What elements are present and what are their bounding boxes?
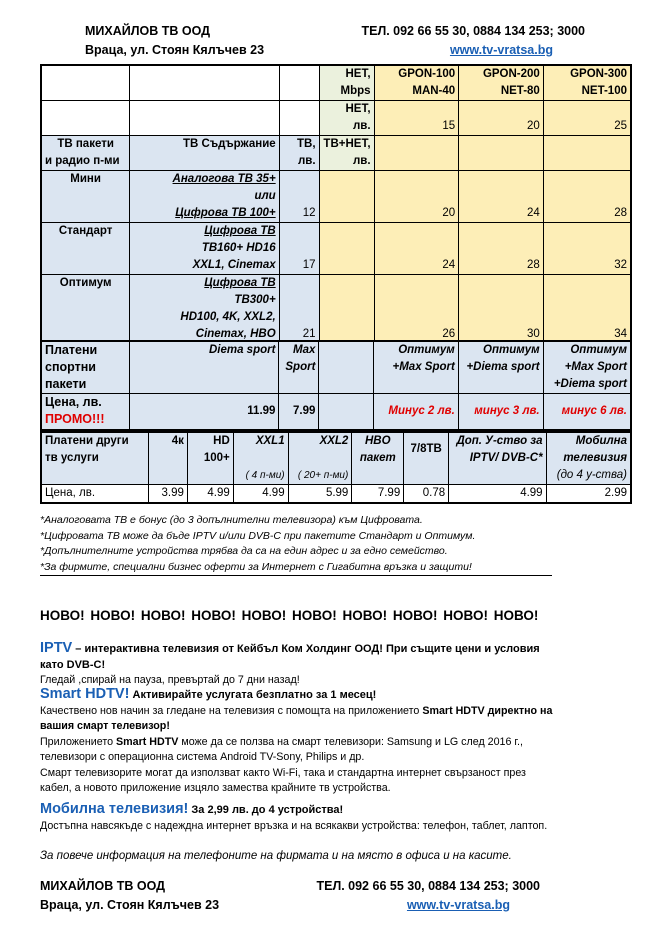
iptv-section [40, 641, 555, 689]
col-packs-header: ТВ пакети и радио п-ми [41, 136, 130, 171]
mobile-tv-header: Мобилна телевизия (до 4 у-ства) [546, 432, 631, 485]
footnote: *Цифровата ТВ може да бъде IPTV и/или DVB-C при пакетите Стандарт и Оптимум. [40, 529, 476, 542]
tvnet-price: 30 [459, 275, 544, 345]
tvnet-price: 32 [543, 223, 631, 275]
tv-price: 12 [279, 171, 319, 223]
info-line: За повече информация на телефоните на фирмата и на място в офиса и на касите. [40, 850, 512, 862]
net-mbps-header: НЕТ, Mbps [319, 65, 374, 101]
mobile-text: Достъпна навсякъде с надеждна интернет връзка и на всякакви устройства: телефон, таблет, лаптоп. [40, 819, 548, 832]
tvnet-price: 34 [543, 275, 631, 345]
diema-sport-header: Diema sport [130, 341, 279, 394]
sport-price-label: Цена, лв. ПРОМО!!! [41, 394, 130, 430]
tv-packages-table [40, 64, 632, 345]
optimum-diema-header: Оптимум +Diema sport [458, 341, 543, 394]
tvnet-price: 20 [374, 171, 459, 223]
package-name: Стандарт [41, 223, 130, 275]
mobile-title: Мобилна телевизия! [40, 801, 189, 817]
tv-price: 17 [279, 223, 319, 275]
iptv-title: IPTV [40, 640, 73, 656]
net-price: 20 [459, 101, 544, 136]
hbo-header: HBO пакет [352, 432, 404, 485]
price-cell: 0.78 [404, 485, 449, 504]
discount: Минус 2 лв. [374, 394, 459, 430]
smart-hdtv-section [40, 687, 555, 797]
package-content: Аналогова ТВ 35+ или Цифрова ТВ 100+ [130, 171, 279, 223]
col-tvnet-header: ТВ+НЕТ, лв. [319, 136, 374, 171]
tvnet-price: 26 [374, 275, 459, 345]
discount: минус 3 лв. [458, 394, 543, 430]
footer-website-link[interactable]: www.tv-vratsa.bg [406, 898, 510, 912]
smart-title: Smart HDTV! [40, 686, 130, 702]
price-cell: 2.99 [546, 485, 631, 504]
footnote: *Допълнителните устройства трябва да са на един адрес и за едно семейство. [40, 545, 448, 557]
footer-company: МИХАЙЛОВ ТВ ООД [40, 879, 166, 893]
tvnet-price: 28 [459, 223, 544, 275]
footnote: *За фирмите, специални бизнес оферти за Интернет с Гигабитна връзка и защити! [40, 560, 472, 573]
col-tv-header: ТВ, лв. [279, 136, 319, 171]
gpon-100-header: GPON-100 MAN-40 [374, 65, 459, 101]
table-row [41, 223, 631, 275]
tvnet-price: 28 [543, 171, 631, 223]
smart-paragraph-2: Приложението Smart HDTV може да се ползва на смарт телевизори: Samsung и LG след 2016 г., телевизори с операционна система Android TV-Sony, Philips и др. [40, 735, 523, 763]
net-price: 25 [543, 101, 631, 136]
other-services-label: Платени други тв услуги [41, 432, 149, 485]
4k-header: 4к [149, 432, 188, 485]
price-cell: 4.99 [449, 485, 546, 504]
package-name: Оптимум [41, 275, 130, 345]
xxl2-header: XXL2 ( 20+ п-ми) [288, 432, 352, 485]
footer-address: Враца, ул. Стоян Кялъчев 23 [40, 898, 220, 912]
new-banner: НОВО! НОВО! НОВО! НОВО! НОВО! НОВО! НОВО! НОВО! НОВО! НОВО! [40, 608, 539, 623]
optimum-max-header: Оптимум +Max Sport [374, 341, 459, 394]
other-price-label: Цена, лв. [41, 485, 149, 504]
iptv-text: Гледай ,спирай на пауза, превъртай до 7 дни назад! [40, 674, 300, 686]
company-address: Враца, ул. Стоян Кялъчев 23 [85, 43, 265, 57]
table-row [41, 275, 631, 345]
price-cell: 5.99 [288, 485, 352, 504]
other-services-table [40, 431, 632, 504]
divider [40, 575, 552, 576]
max-sport-header: Max Sport [279, 341, 319, 394]
package-content: Цифрова ТВ ТВ160+ HD16 XXL1, Cinemax [130, 223, 279, 275]
promo-label: ПРОМО!!! [45, 412, 105, 426]
net-price: 15 [374, 101, 459, 136]
company-phones: ТЕЛ. 092 66 55 30, 0884 134 253; 3000 [361, 24, 585, 38]
sport-label: Платени спортни пакети [41, 341, 130, 394]
discount: минус 6 лв. [543, 394, 631, 430]
mobile-tv-section [40, 802, 555, 834]
tvnet-price: 24 [374, 223, 459, 275]
iptv-title-rest: – интерактивна телевизия от Кейбъл Ком Холдинг ООД! При същите цени и условия като DVB-C! [40, 643, 540, 671]
price-cell: 4.99 [187, 485, 233, 504]
footer-phones: ТЕЛ. 092 66 55 30, 0884 134 253; 3000 [316, 879, 540, 893]
package-name: Мини [41, 171, 130, 223]
max-price: 7.99 [279, 394, 319, 430]
table-row [41, 485, 631, 504]
net-lv-header: НЕТ, лв. [319, 101, 374, 136]
package-content: Цифрова ТВ ТВ300+ HD100, 4K, XXL2, Cinemax, HBO [130, 275, 279, 345]
gpon-200-header: GPON-200 NET-80 [459, 65, 544, 101]
xxl1-header: XXL1 ( 4 п-ми) [233, 432, 288, 485]
smart-paragraph-3: Смарт телевизорите могат да използват както Wi-Fi, така и стандартна интернет свързаност през кабел, а новото приложение изцяло замества крайните тв устройства. [40, 766, 526, 794]
price-cell: 3.99 [149, 485, 188, 504]
tv-price: 21 [279, 275, 319, 345]
smart-paragraph-1: Качествено нов начин за гледане на телевизия с помощта на приложението Smart HDTV директно на вашия смарт телевизор! [40, 704, 553, 732]
table-row [41, 171, 631, 223]
mobile-title-rest: За 2,99 лв. до 4 устройства! [188, 804, 344, 816]
col-content-header: ТВ Съдържание [130, 136, 279, 171]
company-name: МИХАЙЛОВ ТВ ООД [85, 24, 211, 38]
price-cell: 7.99 [352, 485, 404, 504]
diema-price: 11.99 [130, 394, 279, 430]
footnotes [40, 513, 552, 575]
hd-header: HD 100+ [187, 432, 233, 485]
device-header: Доп. У-ство за IPTV/ DVB-C* [449, 432, 546, 485]
price-cell: 4.99 [233, 485, 288, 504]
tvnet-price: 24 [459, 171, 544, 223]
tb-header: 7/8TB [404, 432, 449, 485]
optimum-both-header: Оптимум +Max Sport +Diema sport [543, 341, 631, 394]
sport-packages-table [40, 340, 632, 431]
website-link[interactable]: www.tv-vratsa.bg [449, 43, 553, 57]
gpon-300-header: GPON-300 NET-100 [543, 65, 631, 101]
footnote: *Аналоговата ТВ е бонус (до 3 допълнителни телевизора) към Цифровата. [40, 514, 423, 526]
smart-title-rest: Активирайте услугата безплатно за 1 месец! [129, 689, 377, 701]
